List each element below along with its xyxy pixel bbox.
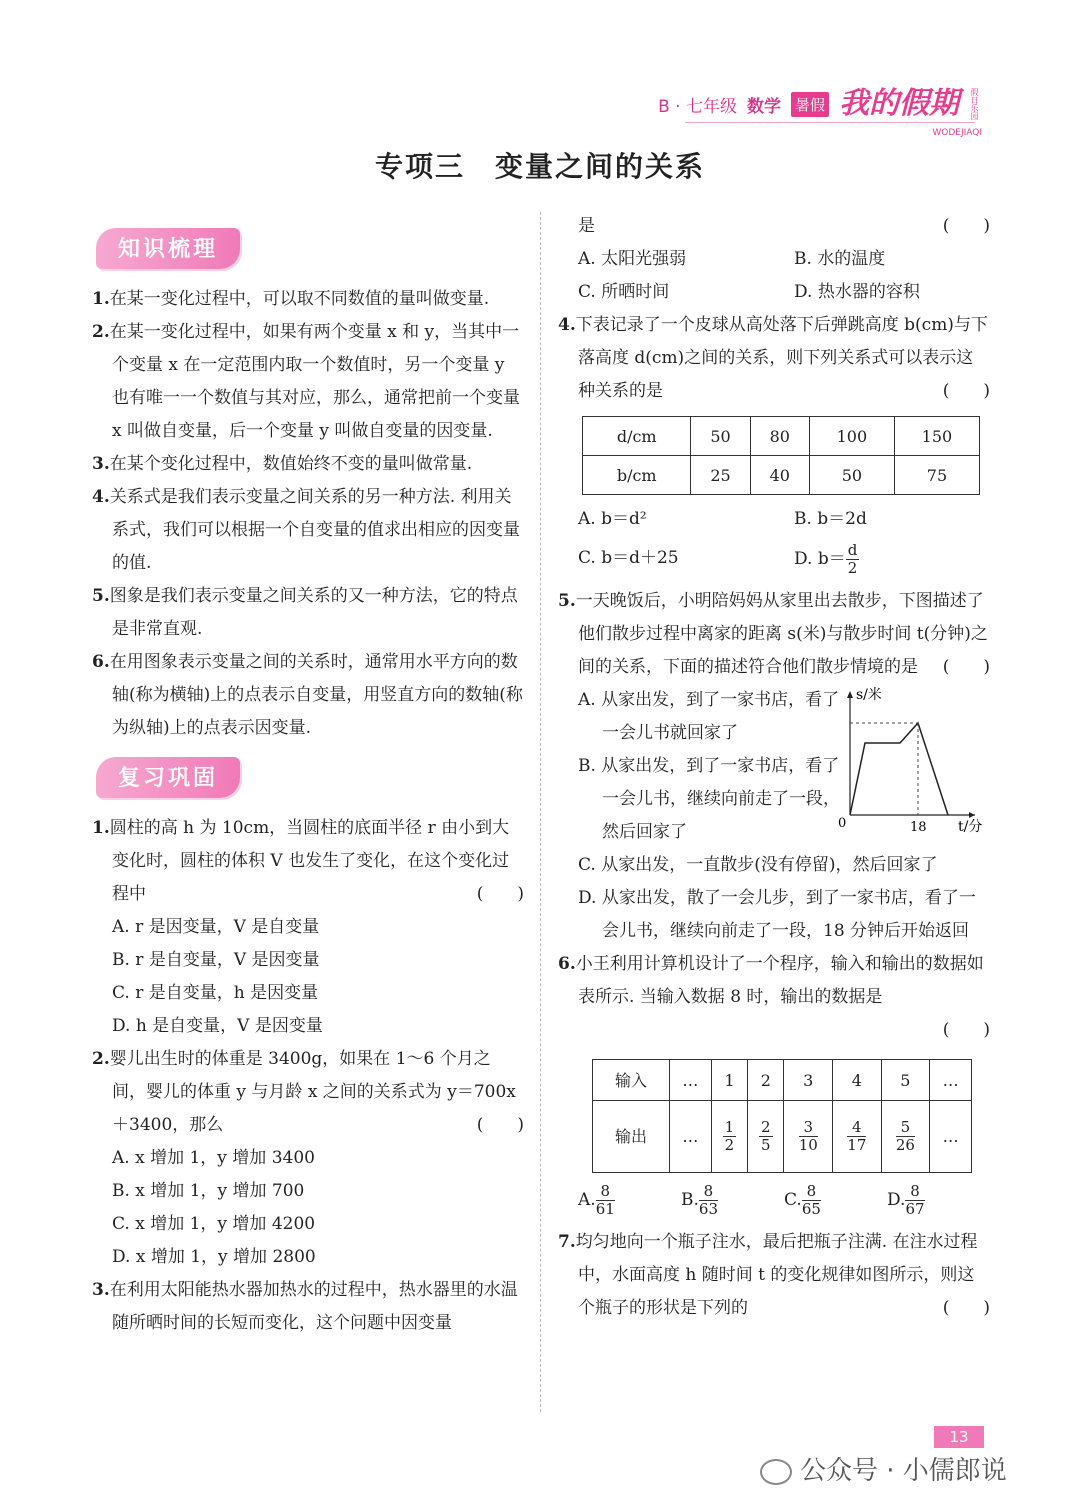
option: C. 从家出发，一直散步(没有停留)，然后回家了 <box>578 855 938 875</box>
option: D. h 是自变量，V 是因变量 <box>112 1016 323 1036</box>
answer-blank: ( ) <box>942 1020 990 1040</box>
option: D. b＝ $\frac{d}{2}$ <box>794 541 858 577</box>
answer-blank: ( ) <box>942 1298 990 1318</box>
knowledge-item: 5.图象是我们表示变量之间关系的又一种方法，它的特点是非常直观. <box>92 586 518 639</box>
x-axis-label: t/分 <box>958 819 983 835</box>
origin-label: 0 <box>838 816 847 831</box>
brand-logo: 我的假期 <box>839 86 959 121</box>
option: A. 从家出发，到了一家书店，看了一会儿书就回家了 <box>578 690 840 743</box>
answer-blank: ( ) <box>942 216 990 236</box>
wechat-icon <box>760 1459 792 1485</box>
option: A. b＝d² <box>578 509 647 529</box>
page-number: 13 <box>934 1426 984 1448</box>
answer-blank: ( ) <box>476 1115 524 1135</box>
option: A. $\frac{8}{61}$ <box>578 1182 615 1218</box>
section-knowledge: 知识梳理 <box>96 228 240 269</box>
column-divider <box>540 212 541 1412</box>
graph-line <box>850 723 948 815</box>
brand-vertical: 假日乐园 <box>970 88 979 120</box>
option: B. b＝2d <box>794 509 867 529</box>
answer-blank: ( ) <box>942 657 990 677</box>
subject-label: 数学 <box>746 96 781 117</box>
x-axis-arrow <box>969 812 975 818</box>
question-4: 4.下表记录了一个皮球从高处落下后弹跳高度 b(cm)与下落高度 d(cm)之间的关系，则下列关系式可以表示这种关系的是 ( ) d/cm 50 80 100 150 b/cm 25 40 50 75 A. b＝d² B. b＝2d C. b＝d＋25 D. b＝ $\frac{d}{2}$ <box>558 315 990 577</box>
option: D. 热水器的容积 <box>794 282 920 302</box>
header <box>658 86 982 138</box>
io-table: 输入 … 1 2 3 4 5 … 输出 … $\frac{1}{2}$ $\frac{2}{5}$ $\frac{3}{10}$ $\frac{4}{17}$ $\frac{5}{26}$ … <box>592 1059 972 1173</box>
answer-blank: ( ) <box>942 381 990 401</box>
grade-label: B · 七年级 <box>658 96 737 117</box>
x-tick-label: 18 <box>910 820 927 835</box>
brand-sub: WODEJIAQI <box>932 128 982 138</box>
header-rule <box>685 122 975 123</box>
knowledge-item: 6.在用图象表示变量之间的关系时，通常用水平方向的数轴(称为横轴)上的点表示自变量，用竖直方向的数轴(称为纵轴)上的点表示因变量. <box>92 652 523 738</box>
knowledge-item: 2.在某一变化过程中，如果有两个变量 x 和 y，当其中一个变量 x 在一定范围内取一个数值时，另一个变量 y 也有唯一一个数值与其对应，那么，通常把前一个变量 x 叫做自变量，后一个变量 y 叫做自变量的因变量. <box>92 322 520 441</box>
option: C. 所晒时间 <box>578 282 670 302</box>
question-3: 3.在利用太阳能热水器加热水的过程中，热水器里的水温随所晒时间的长短而变化，这个问题中因变量 <box>92 1280 518 1333</box>
option: B. 从家出发，到了一家书店，看了一会儿书，继续向前走了一段，然后回家了 <box>578 756 840 842</box>
option: B. $\frac{8}{63}$ <box>681 1182 718 1218</box>
y-axis-label: s/米 <box>856 687 882 703</box>
option: D. $\frac{8}{67}$ <box>887 1182 925 1218</box>
right-column <box>558 210 990 1325</box>
option: B. r 是自变量，V 是因变量 <box>112 950 320 970</box>
option: D. 从家出发，散了一会儿步，到了一家书店，看了一会儿书，继续向前走了一段，18 分钟后开始返回 <box>578 888 976 941</box>
answer-blank: ( ) <box>476 884 524 904</box>
question-3-cont: 是 ( ) A. 太阳光强弱 B. 水的温度 C. 所晒时间 D. 热水器的容积 <box>558 210 990 309</box>
option: C. x 增加 1，y 增加 4200 <box>112 1214 316 1234</box>
section-review: 复习巩固 <box>96 757 240 798</box>
question-5: 5.一天晚饭后，小明陪妈妈从家里出去散步，下图描述了他们散步过程中离家的距离 s(米)与散步时间 t(分钟)之间的关系，下面的描述符合他们散步情境的是 ( ) A. 从家出发，到了一家书店，看了一会儿书就回家了 B. 从家出发，到了一家书店，看了一会儿书，继续向前走了一段，然后回家了 C. 从家出发，一直散步(没有停留)，然后回家了 D. 从家出发，散了一会儿步，到了一家书店，看了一会儿书，继续向前走了一段，18 分钟后开始返回 s/米 t/分 0 18 <box>558 585 990 948</box>
knowledge-item: 1.在某一变化过程中，可以取不同数值的量叫做变量. <box>92 289 490 309</box>
option: D. x 增加 1，y 增加 2800 <box>112 1247 316 1267</box>
option: B. x 增加 1，y 增加 700 <box>112 1181 305 1201</box>
season-badge: 暑假 <box>791 92 829 117</box>
option: C. b＝d＋25 <box>578 548 679 568</box>
question-6: 6.小王利用计算机设计了一个程序，输入和输出的数据如表所示. 当输入数据 8 时，输出的数据是 ( ) 输入 … 1 2 3 4 5 … 输出 … $\frac{1}{2}$ $\frac{2}{5}$ $\frac{3}{10}$ $\frac{4}{17}$ $\frac{5}{26}$ … A. $\frac{8}{61}$ B. $\frac{8}{63}$ C. $\frac{8}{65}$ D. $\frac{8}{67}$ <box>558 954 990 1218</box>
watermark: 公众号 · 小儒郎说 <box>760 1450 1007 1487</box>
option: A. 太阳光强弱 <box>578 249 687 269</box>
option: A. x 增加 1，y 增加 3400 <box>112 1148 315 1168</box>
question-7: 7.均匀地向一个瓶子注水，最后把瓶子注满. 在注水过程中，水面高度 h 随时间 t 的变化规律如图所示，则这个瓶子的形状是下列的 ( ) <box>558 1226 990 1325</box>
knowledge-item: 3.在某个变化过程中，数值始终不变的量叫做常量. <box>92 454 473 474</box>
knowledge-item: 4.关系式是我们表示变量之间关系的另一种方法. 利用关系式，我们可以根据一个自变量的值求出相应的因变量的值. <box>92 487 520 573</box>
y-axis-arrow <box>847 691 853 698</box>
data-table: d/cm 50 80 100 150 b/cm 25 40 50 75 <box>582 416 980 495</box>
page-title: 专项三 变量之间的关系 <box>374 150 705 183</box>
question-2: 2.婴儿出生时的体重是 3400g，如果在 1～6 个月之间，婴儿的体重 y 与月龄 x 之间的关系式为 y＝700x＋3400，那么 ( ) A. x 增加 1，y 增加 3400 B. x 增加 1，y 增加 700 C. x 增加 1，y 增加 4200 D. x 增加 1，y 增加 2800 <box>92 1043 524 1274</box>
knowledge-list <box>92 283 524 745</box>
option: C. $\frac{8}{65}$ <box>784 1182 821 1218</box>
option: C. r 是自变量，h 是因变量 <box>112 983 319 1003</box>
distance-time-graph <box>830 685 983 835</box>
left-column <box>92 222 524 1340</box>
option: A. r 是因变量，V 是自变量 <box>112 917 320 937</box>
question-1: 1.圆柱的高 h 为 10cm，当圆柱的底面半径 r 由小到大变化时，圆柱的体积 V 也发生了变化，在这个变化过程中 ( ) A. r 是因变量，V 是自变量 B. r 是自变量，V 是因变量 C. r 是自变量，h 是因变量 D. h 是自变量，V 是因变量 <box>92 812 524 1043</box>
option: B. 水的温度 <box>794 249 886 269</box>
